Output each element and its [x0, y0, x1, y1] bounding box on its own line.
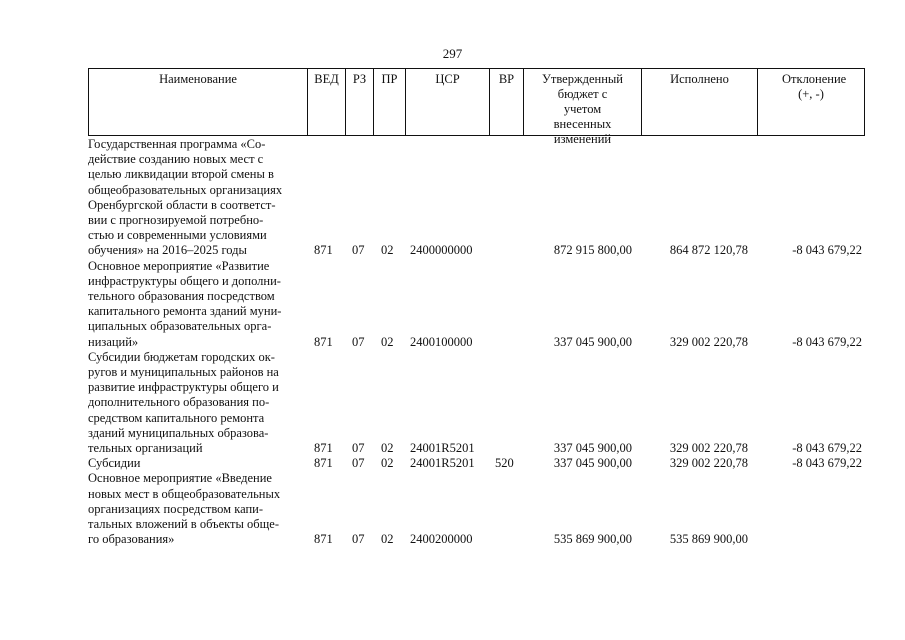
cell-pr: 02 — [381, 334, 394, 349]
header-name: Наименование — [159, 72, 237, 86]
cell-executed: 329 002 220,78 — [669, 456, 748, 471]
cell-approved: 535 869 900,00 — [553, 532, 632, 547]
table-body — [88, 137, 865, 547]
header-approved: Утвержденный бюджет с учетом внесенных изменений — [523, 69, 641, 135]
cell-pr: 02 — [381, 441, 394, 456]
cell-rz: 07 — [352, 243, 365, 258]
header-rz: РЗ — [345, 69, 373, 135]
cell-executed: 329 002 220,78 — [669, 441, 748, 456]
cell-executed: 535 869 900,00 — [669, 532, 748, 547]
table-row — [88, 259, 865, 350]
cell-approved: 337 045 900,00 — [553, 334, 632, 349]
row-name: Субсидии бюджетам городских ок- ругов и муниципальных районов на развитие инфраструктуры общего и дополнительного образования по- средством капитального ремонта зданий муниципальных образова- тельных организаций — [88, 349, 279, 456]
cell-ved: 871 — [314, 456, 333, 471]
cell-executed: 329 002 220,78 — [669, 334, 748, 349]
row-name: Основное мероприятие «Развитие инфраструктуры общего и дополни- тельного образования посредством капитального ремонта зданий муни- ципальных образовательных орга- низаций» — [88, 258, 282, 349]
table-header — [88, 68, 865, 146]
cell-csr: 2400200000 — [410, 532, 473, 547]
cell-pr: 02 — [381, 456, 394, 471]
page-number: 297 — [442, 46, 463, 61]
cell-approved: 872 915 800,00 — [553, 243, 632, 258]
cell-csr: 2400000000 — [410, 243, 473, 258]
cell-rz: 07 — [352, 456, 365, 471]
cell-rz: 07 — [352, 532, 365, 547]
cell-ved: 871 — [314, 441, 333, 456]
cell-pr: 02 — [381, 243, 394, 258]
cell-csr: 2400100000 — [410, 334, 473, 349]
row-name: Основное мероприятие «Введение новых мест в общеобразовательных организациях посредством капи- тальных вложений в объекты обще- го образования» — [88, 471, 281, 547]
header-vr: ВР — [489, 69, 523, 135]
row-name: Субсидии — [88, 456, 141, 471]
header-pr: ПР — [373, 69, 405, 135]
cell-csr: 24001R5201 — [410, 441, 475, 456]
cell-rz: 07 — [352, 334, 365, 349]
row-name: Государственная программа «Со- действие созданию новых мест с целью ликвидации второй смены в общеобразовательных организациях Оренбургской области в соответст- вии с прогнозируемой потребно- стью и современными условиями обучения» на 2016–2025 годы — [88, 137, 283, 258]
cell-approved: 337 045 900,00 — [553, 456, 632, 471]
cell-deviation: -8 043 679,22 — [792, 334, 862, 349]
cell-ved: 871 — [314, 334, 333, 349]
cell-executed: 864 872 120,78 — [669, 243, 748, 258]
cell-rz: 07 — [352, 441, 365, 456]
cell-ved: 871 — [314, 243, 333, 258]
header-executed: Исполнено — [641, 69, 757, 135]
cell-csr: 24001R5201 — [410, 456, 475, 471]
cell-ved: 871 — [314, 532, 333, 547]
cell-vr: 520 — [495, 456, 514, 471]
table-row — [88, 350, 865, 456]
table-row — [88, 456, 865, 471]
cell-pr: 02 — [381, 532, 394, 547]
cell-deviation: -8 043 679,22 — [792, 243, 862, 258]
table-row — [88, 137, 865, 259]
header-deviation: Отклонение (+, -) — [757, 69, 864, 135]
header-csr: ЦСР — [405, 69, 489, 135]
cell-approved: 337 045 900,00 — [553, 441, 632, 456]
table-row — [88, 471, 865, 547]
header-ved: ВЕД — [307, 69, 345, 135]
cell-deviation: -8 043 679,22 — [792, 441, 862, 456]
cell-deviation: -8 043 679,22 — [792, 456, 862, 471]
